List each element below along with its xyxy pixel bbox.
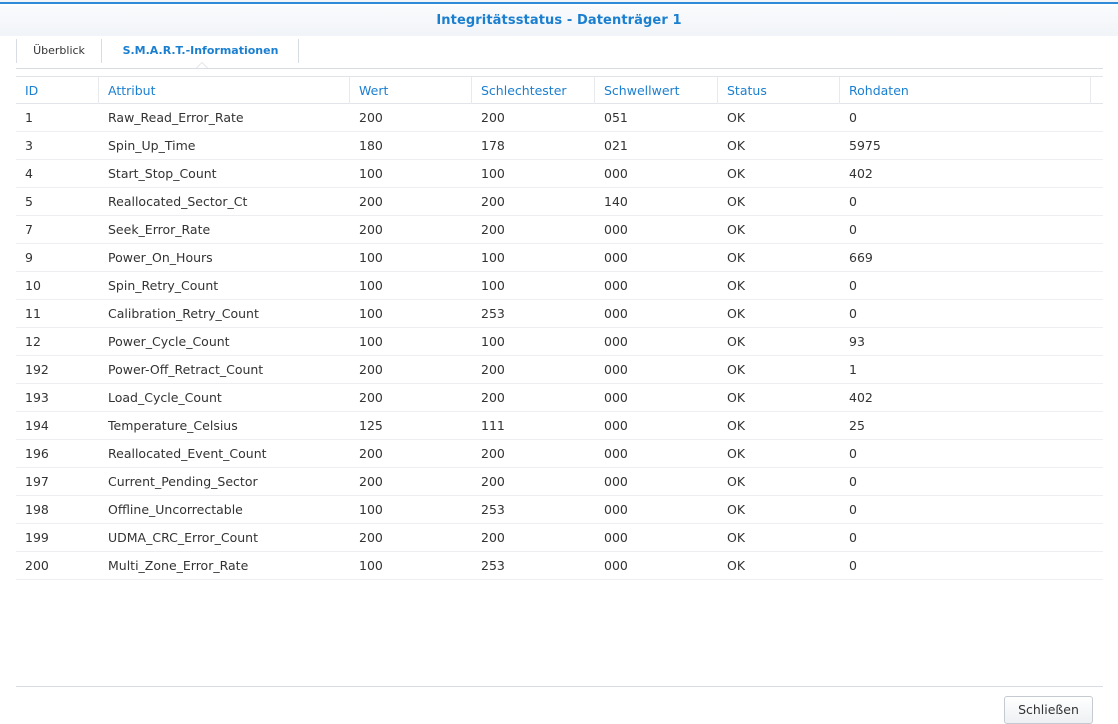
cell-attribute: UDMA_CRC_Error_Count <box>108 530 258 545</box>
cell-status: OK <box>727 474 746 489</box>
column-header-status[interactable]: Status <box>718 77 840 104</box>
table-row[interactable] <box>16 216 1103 244</box>
cell-value: 200 <box>359 362 383 377</box>
cell-threshold: 000 <box>604 502 628 517</box>
cell-id: 9 <box>25 250 33 265</box>
cell-threshold: 140 <box>604 194 628 209</box>
cell-threshold: 021 <box>604 138 628 153</box>
window-top-strip <box>0 0 1118 4</box>
cell-worst: 200 <box>481 110 505 125</box>
cell-attribute: Power-Off_Retract_Count <box>108 362 264 377</box>
cell-id: 197 <box>25 474 49 489</box>
cell-value: 100 <box>359 334 383 349</box>
cell-threshold: 000 <box>604 530 628 545</box>
cell-status: OK <box>727 502 746 517</box>
cell-worst: 100 <box>481 334 505 349</box>
cell-value: 200 <box>359 222 383 237</box>
cell-raw-data: 0 <box>849 222 857 237</box>
cell-threshold: 000 <box>604 334 628 349</box>
cell-attribute: Power_Cycle_Count <box>108 334 230 349</box>
table-body <box>16 104 1103 580</box>
cell-value: 125 <box>359 418 383 433</box>
table-row[interactable] <box>16 552 1103 580</box>
cell-id: 4 <box>25 166 33 181</box>
table-row[interactable] <box>16 356 1103 384</box>
cell-raw-data: 0 <box>849 558 857 573</box>
dialog-title: Integritätsstatus - Datenträger 1 <box>436 13 682 28</box>
cell-id: 3 <box>25 138 33 153</box>
cell-attribute: Multi_Zone_Error_Rate <box>108 558 249 573</box>
cell-attribute: Seek_Error_Rate <box>108 222 211 237</box>
cell-raw-data: 1 <box>849 362 857 377</box>
close-button[interactable]: Schließen <box>1004 696 1093 724</box>
cell-status: OK <box>727 334 746 349</box>
cell-id: 5 <box>25 194 33 209</box>
column-header-raw-data[interactable]: Rohdaten <box>840 77 1091 104</box>
cell-value: 100 <box>359 558 383 573</box>
cell-threshold: 000 <box>604 278 628 293</box>
cell-raw-data: 0 <box>849 110 857 125</box>
tab-overview[interactable]: Überblick <box>16 39 102 63</box>
cell-worst: 111 <box>481 418 505 433</box>
cell-attribute: Reallocated_Sector_Ct <box>108 194 248 209</box>
cell-id: 12 <box>25 334 41 349</box>
table-row[interactable] <box>16 132 1103 160</box>
column-header-id[interactable]: ID <box>16 77 99 104</box>
cell-worst: 200 <box>481 222 505 237</box>
cell-value: 200 <box>359 110 383 125</box>
cell-attribute: Load_Cycle_Count <box>108 390 222 405</box>
cell-value: 100 <box>359 166 383 181</box>
cell-raw-data: 25 <box>849 418 865 433</box>
cell-value: 100 <box>359 306 383 321</box>
cell-id: 194 <box>25 418 49 433</box>
cell-value: 100 <box>359 502 383 517</box>
table-row[interactable] <box>16 272 1103 300</box>
cell-id: 193 <box>25 390 49 405</box>
cell-worst: 200 <box>481 362 505 377</box>
cell-value: 200 <box>359 530 383 545</box>
cell-id: 199 <box>25 530 49 545</box>
cell-threshold: 000 <box>604 390 628 405</box>
cell-status: OK <box>727 138 746 153</box>
cell-attribute: Start_Stop_Count <box>108 166 217 181</box>
cell-status: OK <box>727 446 746 461</box>
cell-id: 200 <box>25 558 49 573</box>
cell-raw-data: 402 <box>849 390 873 405</box>
active-tab-indicator <box>196 62 208 68</box>
cell-value: 200 <box>359 390 383 405</box>
cell-raw-data: 0 <box>849 502 857 517</box>
cell-attribute: Calibration_Retry_Count <box>108 306 259 321</box>
cell-attribute: Offline_Uncorrectable <box>108 502 243 517</box>
cell-value: 100 <box>359 278 383 293</box>
tab-bar <box>16 36 1103 69</box>
cell-status: OK <box>727 530 746 545</box>
cell-threshold: 000 <box>604 474 628 489</box>
cell-threshold: 000 <box>604 166 628 181</box>
cell-worst: 253 <box>481 558 505 573</box>
cell-threshold: 000 <box>604 250 628 265</box>
cell-worst: 100 <box>481 166 505 181</box>
table-row[interactable] <box>16 468 1103 496</box>
tab-smart-info[interactable]: S.M.A.R.T.-Informationen <box>103 39 299 63</box>
cell-worst: 253 <box>481 502 505 517</box>
table-row[interactable] <box>16 104 1103 132</box>
cell-value: 180 <box>359 138 383 153</box>
cell-worst: 200 <box>481 530 505 545</box>
table-row[interactable] <box>16 524 1103 552</box>
cell-raw-data: 0 <box>849 278 857 293</box>
cell-id: 1 <box>25 110 33 125</box>
cell-threshold: 000 <box>604 306 628 321</box>
cell-attribute: Reallocated_Event_Count <box>108 446 267 461</box>
cell-status: OK <box>727 278 746 293</box>
cell-raw-data: 5975 <box>849 138 881 153</box>
cell-value: 200 <box>359 474 383 489</box>
cell-value: 100 <box>359 250 383 265</box>
cell-status: OK <box>727 390 746 405</box>
cell-attribute: Power_On_Hours <box>108 250 213 265</box>
cell-threshold: 000 <box>604 418 628 433</box>
cell-raw-data: 0 <box>849 306 857 321</box>
cell-status: OK <box>727 166 746 181</box>
cell-raw-data: 0 <box>849 446 857 461</box>
cell-threshold: 000 <box>604 362 628 377</box>
cell-status: OK <box>727 194 746 209</box>
cell-id: 196 <box>25 446 49 461</box>
table-row[interactable] <box>16 328 1103 356</box>
cell-worst: 200 <box>481 194 505 209</box>
cell-raw-data: 0 <box>849 474 857 489</box>
cell-worst: 178 <box>481 138 505 153</box>
cell-status: OK <box>727 362 746 377</box>
dialog-titlebar <box>0 6 1118 36</box>
cell-status: OK <box>727 558 746 573</box>
cell-attribute: Temperature_Celsius <box>108 418 238 433</box>
cell-id: 198 <box>25 502 49 517</box>
table-row[interactable] <box>16 496 1103 524</box>
cell-id: 11 <box>25 306 41 321</box>
cell-attribute: Spin_Retry_Count <box>108 278 219 293</box>
cell-attribute: Spin_Up_Time <box>108 138 196 153</box>
table-header-row <box>16 76 1103 104</box>
cell-threshold: 000 <box>604 558 628 573</box>
cell-raw-data: 402 <box>849 166 873 181</box>
column-header-threshold[interactable]: Schwellwert <box>595 77 718 104</box>
cell-raw-data: 669 <box>849 250 873 265</box>
cell-raw-data: 0 <box>849 194 857 209</box>
cell-worst: 253 <box>481 306 505 321</box>
cell-id: 10 <box>25 278 41 293</box>
table-row[interactable] <box>16 188 1103 216</box>
cell-attribute: Current_Pending_Sector <box>108 474 258 489</box>
cell-status: OK <box>727 306 746 321</box>
footer-divider <box>16 686 1103 687</box>
cell-raw-data: 0 <box>849 530 857 545</box>
column-header-worst[interactable]: Schlechtester <box>472 77 595 104</box>
cell-value: 200 <box>359 194 383 209</box>
cell-raw-data: 93 <box>849 334 865 349</box>
smart-attributes-table <box>16 76 1103 580</box>
cell-attribute: Raw_Read_Error_Rate <box>108 110 244 125</box>
table-row[interactable] <box>16 440 1103 468</box>
cell-status: OK <box>727 418 746 433</box>
table-row[interactable] <box>16 160 1103 188</box>
cell-threshold: 051 <box>604 110 628 125</box>
cell-id: 192 <box>25 362 49 377</box>
table-row[interactable] <box>16 384 1103 412</box>
cell-worst: 200 <box>481 474 505 489</box>
cell-threshold: 000 <box>604 222 628 237</box>
cell-worst: 100 <box>481 250 505 265</box>
cell-id: 7 <box>25 222 33 237</box>
cell-worst: 200 <box>481 390 505 405</box>
cell-status: OK <box>727 110 746 125</box>
cell-value: 200 <box>359 446 383 461</box>
cell-worst: 100 <box>481 278 505 293</box>
cell-worst: 200 <box>481 446 505 461</box>
cell-status: OK <box>727 222 746 237</box>
column-header-value[interactable]: Wert <box>350 77 472 104</box>
table-row[interactable] <box>16 244 1103 272</box>
cell-threshold: 000 <box>604 446 628 461</box>
column-header-attribute[interactable]: Attribut <box>99 77 350 104</box>
table-row[interactable] <box>16 412 1103 440</box>
cell-status: OK <box>727 250 746 265</box>
table-row[interactable] <box>16 300 1103 328</box>
